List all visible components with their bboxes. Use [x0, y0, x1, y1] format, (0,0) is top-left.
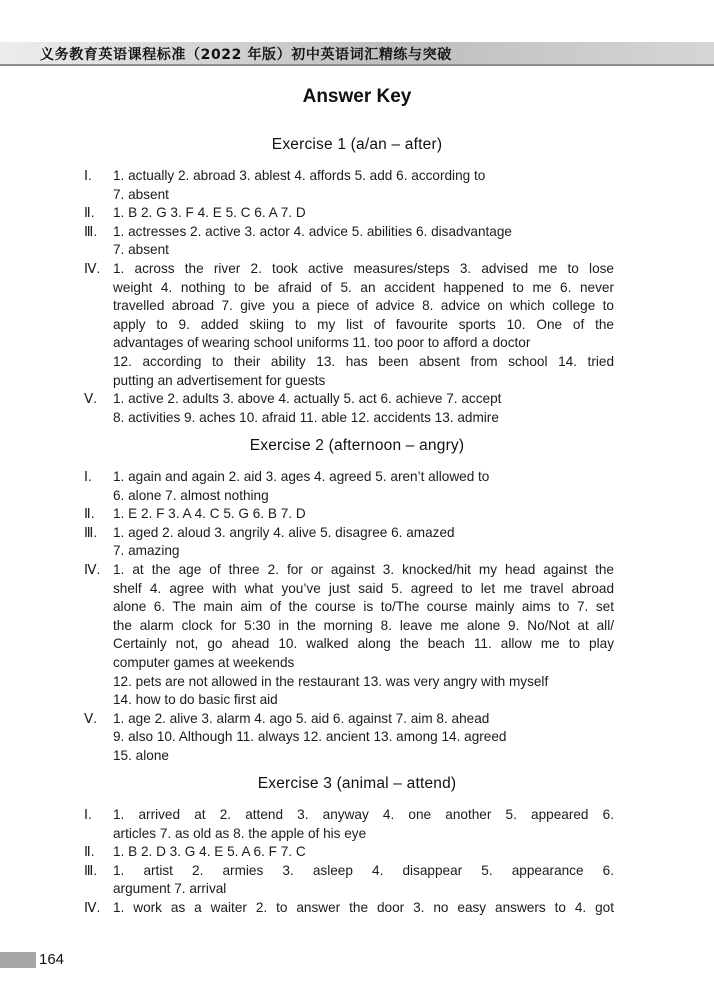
answer-line: Certainly not, go ahead 10. walked along the beach 11. allow me to play: [113, 636, 614, 652]
running-header: 义务教育英语课程标准（2022 年版）初中英语词汇精练与突破: [40, 47, 452, 63]
section-heading-exercise-2: Exercise 2 (afternoon – angry): [249, 437, 465, 454]
answer-line: advantages of wearing school uniforms 11. too poor to afford a doctor: [113, 335, 531, 351]
answer-line: 7. amazing: [113, 543, 180, 559]
group-number: Ⅳ.: [84, 899, 101, 915]
answer-line: articles 7. as old as 8. the apple of his eye: [113, 825, 367, 841]
exercise-1-answers: [84, 167, 614, 427]
answer-line: the alarm clock for 5:30 in the morning 8. leave me alone 9. No/Not at all/: [113, 617, 614, 633]
answer-group: [84, 710, 614, 766]
answer-line: 1. E 2. F 3. A 4. C 5. G 6. B 7. D: [113, 506, 306, 522]
answer-group: [84, 167, 614, 204]
group-number: Ⅳ.: [84, 260, 101, 276]
answer-group: [84, 204, 614, 223]
answer-line: putting an advertisement for guests: [113, 372, 326, 388]
group-number: Ⅰ.: [84, 168, 92, 183]
answer-group: [84, 806, 614, 843]
answer-group: [84, 899, 614, 918]
section-heading-exercise-3: Exercise 3 (animal – attend): [257, 775, 457, 792]
answer-line: 12. pets are not allowed in the restaurant 13. was very angry with myself: [113, 673, 549, 689]
answer-line: 1. again and again 2. aid 3. ages 4. agreed 5. aren’t allowed to: [113, 469, 490, 484]
answer-line: weight 4. nothing to be afraid of 5. an accident happened to me 6. never: [113, 279, 614, 295]
footer-band: [0, 952, 36, 968]
group-number: Ⅱ.: [84, 844, 95, 860]
answer-line: 1. active 2. adults 3. above 4. actually 5. act 6. achieve 7. accept: [113, 391, 502, 407]
answer-line: 1. at the age of three 2. for or against 3. knocked/hit my head against the: [113, 561, 614, 577]
answer-group: [84, 468, 614, 505]
answer-line: 7. absent: [113, 242, 169, 258]
exercise-2-answers: [84, 468, 614, 766]
answer-line: 12. according to their ability 13. has been absent from school 14. tried: [113, 353, 614, 369]
answer-line: apply to 9. added skiing to my list of favourite sports 10. One of the: [113, 316, 614, 332]
answer-group: [84, 260, 614, 390]
group-number: Ⅱ.: [84, 506, 95, 522]
group-number: Ⅳ.: [84, 561, 101, 577]
answer-line: shelf 4. agree with what you’ve just said 5. agreed to let me travel abroad: [113, 580, 614, 596]
group-number: Ⅴ.: [84, 391, 98, 407]
answer-line: 7. absent: [113, 186, 169, 202]
answer-line: 6. alone 7. almost nothing: [113, 487, 269, 503]
answer-line: 8. activities 9. aches 10. afraid 11. able 12. accidents 13. admire: [113, 409, 499, 425]
group-number: Ⅲ.: [84, 223, 98, 239]
group-number: Ⅰ.: [84, 469, 92, 484]
group-number: Ⅱ.: [84, 205, 95, 221]
answer-line: alone 6. The main aim of the course is to/The course mainly aims to 7. set: [113, 599, 614, 615]
answer-group: [84, 561, 614, 710]
answer-group: [84, 843, 614, 862]
group-number: Ⅴ.: [84, 710, 98, 726]
group-number: Ⅲ.: [84, 862, 98, 878]
answer-line: 14. how to do basic first aid: [113, 692, 278, 708]
answer-group: [84, 524, 614, 561]
answer-line: travelled abroad 7. give you a piece of advice 8. advice on which college to: [113, 298, 614, 314]
answer-group: [84, 223, 614, 260]
section-heading-exercise-1: Exercise 1 (a/an – after): [271, 136, 443, 153]
answer-line: 1. aged 2. aloud 3. angrily 4. alive 5. disagree 6. amazed: [113, 524, 455, 540]
answer-line: computer games at weekends: [113, 654, 295, 670]
answer-line: 1. age 2. alive 3. alarm 4. ago 5. aid 6. against 7. aim 8. ahead: [113, 710, 490, 726]
answer-line: 1. artist 2. armies 3. asleep 4. disappear 5. appearance 6.: [113, 862, 614, 878]
answer-line: 1. actresses 2. active 3. actor 4. advice 5. abilities 6. disadvantage: [113, 223, 512, 239]
exercise-3-answers: [84, 806, 614, 918]
answer-line: 1. B 2. G 3. F 4. E 5. C 6. A 7. D: [113, 205, 306, 221]
group-number: Ⅰ.: [84, 807, 92, 822]
group-number: Ⅲ.: [84, 524, 98, 540]
answer-line: argument 7. arrival: [113, 881, 227, 897]
answer-group: [84, 862, 614, 899]
answer-line: 15. alone: [113, 747, 169, 763]
page-number: 164: [39, 951, 65, 968]
answer-line: 1. across the river 2. took active measures/steps 3. advised me to lose: [113, 260, 614, 276]
answer-line: 1. work as a waiter 2. to answer the door 3. no easy answers to 4. got: [113, 899, 614, 915]
answer-line: 9. also 10. Although 11. always 12. ancient 13. among 14. agreed: [113, 729, 507, 745]
answer-line: 1. arrived at 2. attend 3. anyway 4. one another 5. appeared 6.: [113, 807, 614, 822]
answer-line: 1. actually 2. abroad 3. ablest 4. affords 5. add 6. according to: [113, 168, 486, 183]
answer-group: [84, 505, 614, 524]
answer-group: [84, 390, 614, 427]
answer-line: 1. B 2. D 3. G 4. E 5. A 6. F 7. C: [113, 844, 306, 860]
page-title: Answer Key: [302, 86, 412, 107]
